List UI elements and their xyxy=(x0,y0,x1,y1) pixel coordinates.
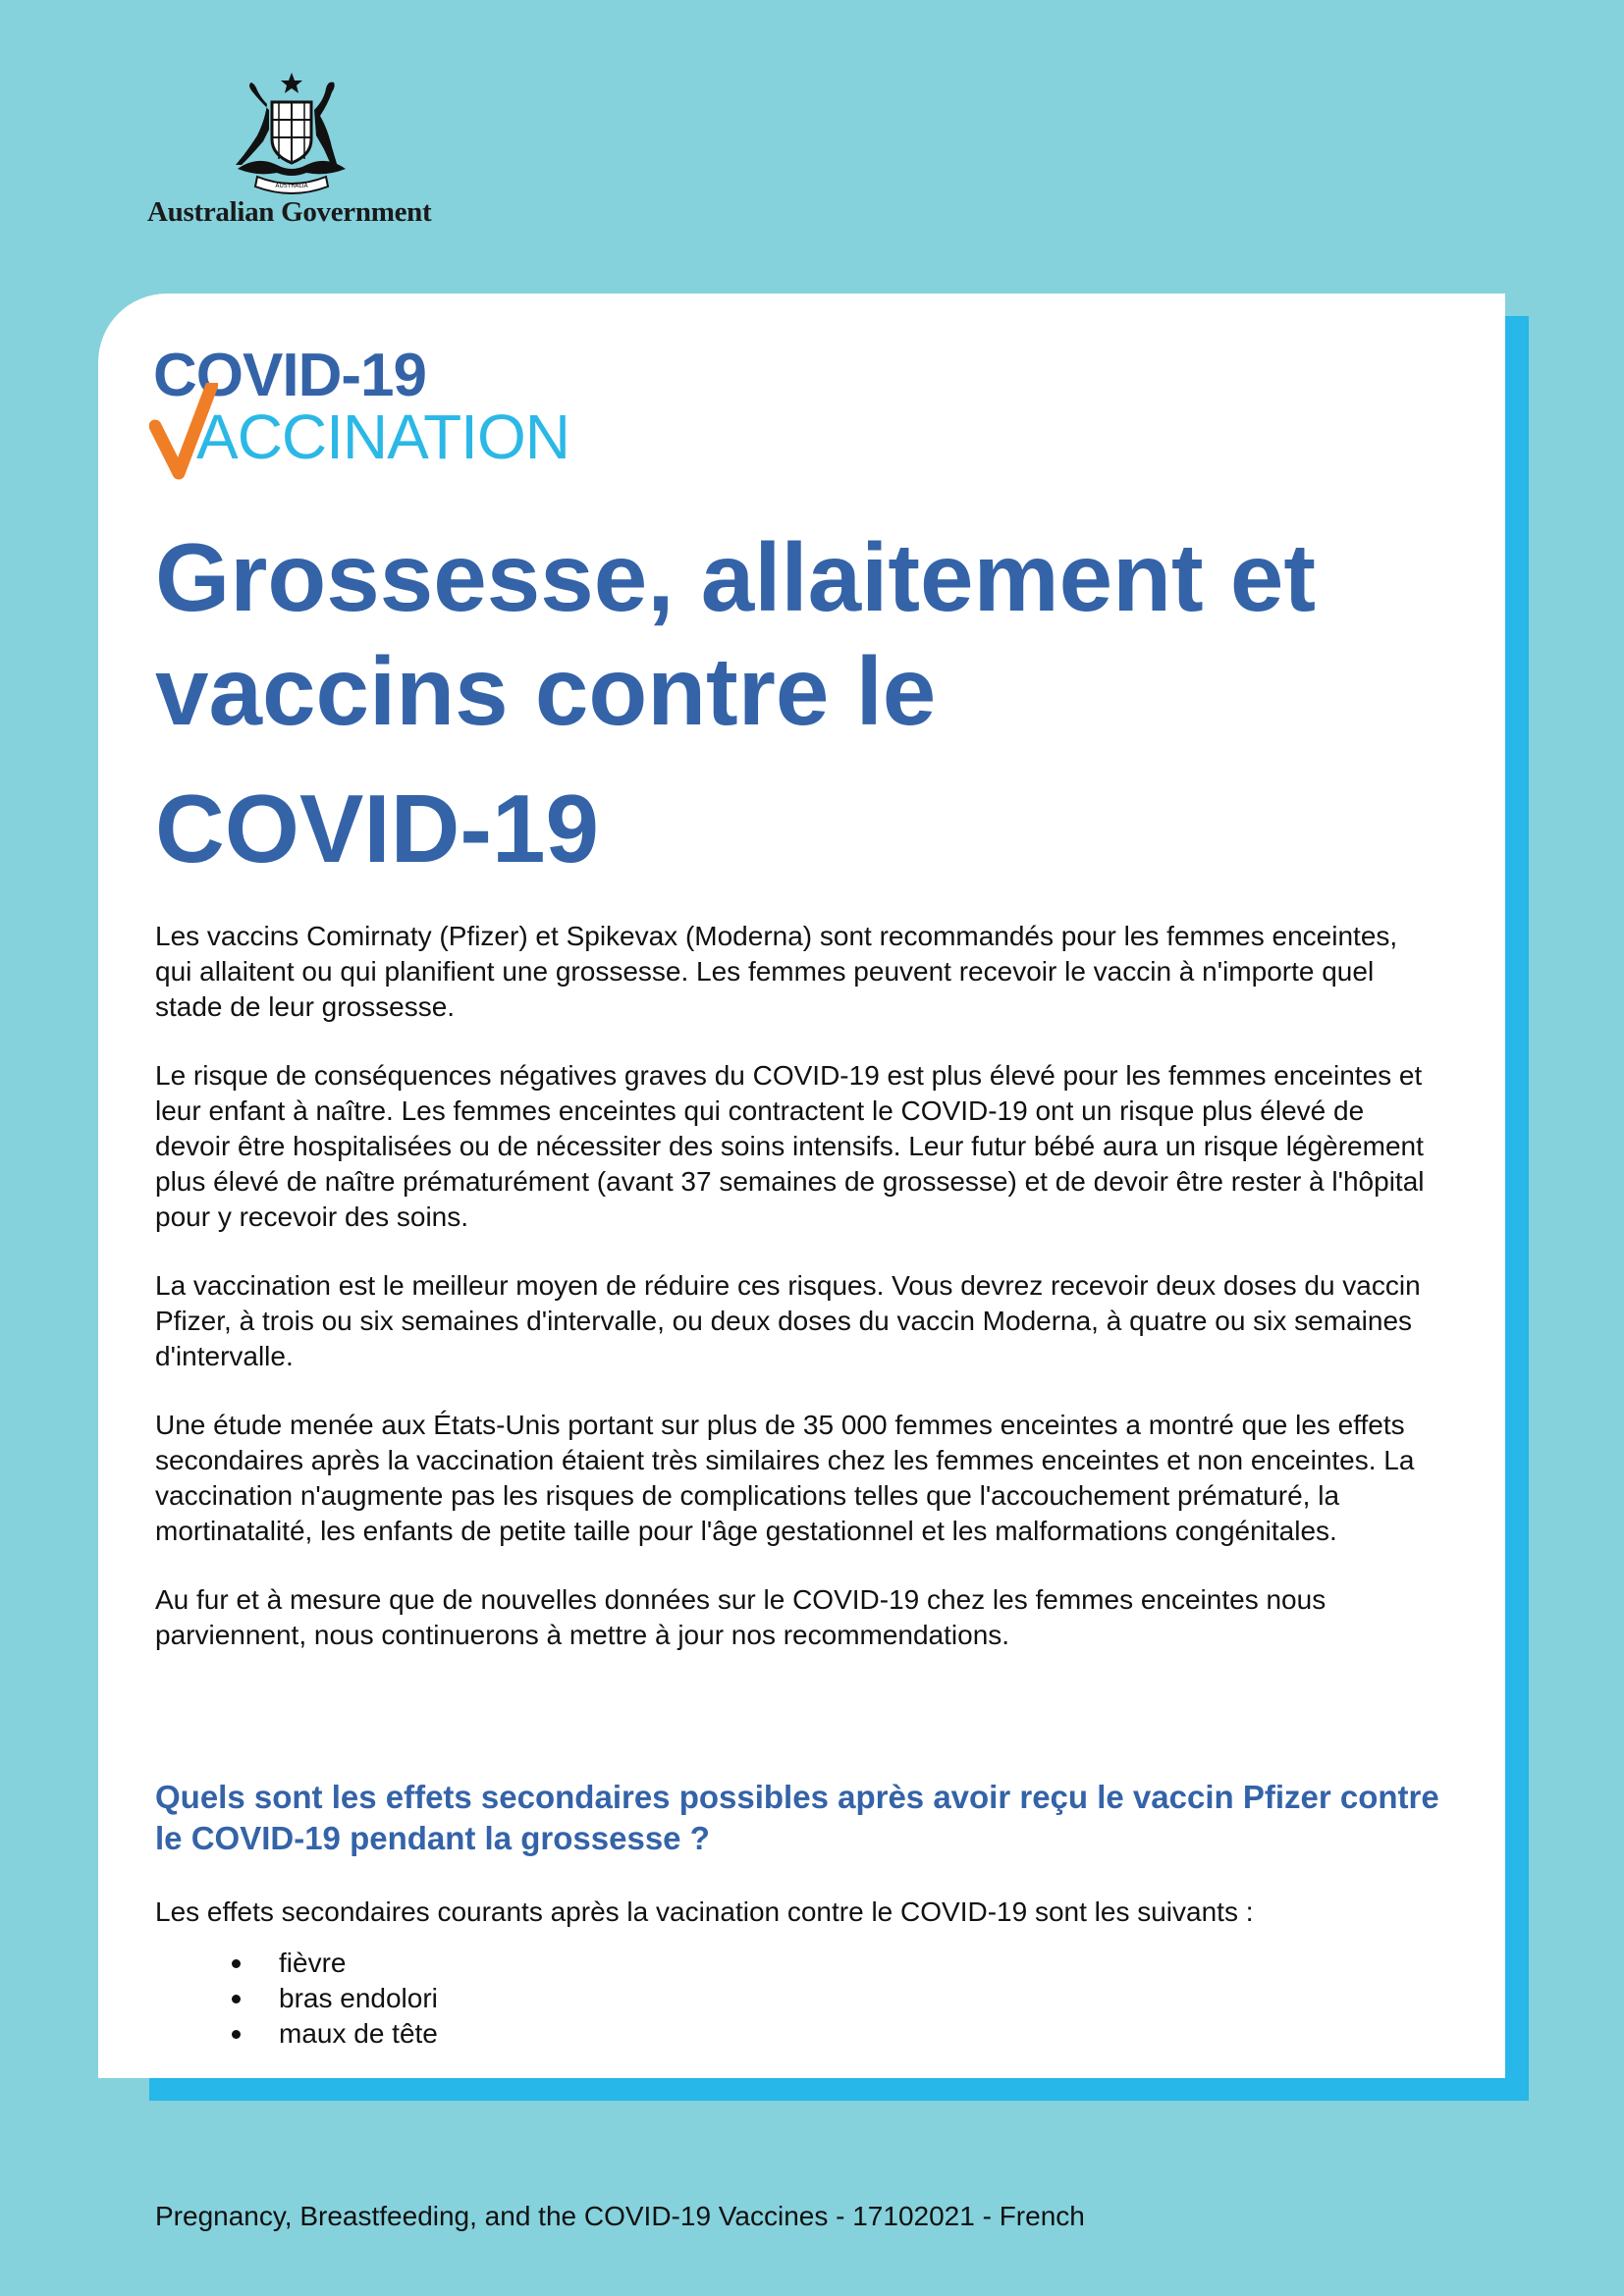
list-item-text: fièvre xyxy=(279,1948,347,1978)
title-line-1: Grossesse, allaitement et xyxy=(155,523,1317,631)
section-intro: Les effets secondaires courants après la vacination contre le COVID-19 sont les suivants : xyxy=(155,1896,1254,1927)
paragraph: Au fur et à mesure que de nouvelles données sur le COVID-19 chez les femmes enceintes nous parviennent, nous continuerons à mettre à jour nos recommendations. xyxy=(155,1584,1326,1650)
paragraph: Le risque de conséquences négatives graves du COVID-19 est plus élevé pour les femmes enceintes et leur enfant à naître. Les femmes enceintes qui contractent le COVID-19 ont un risque plus élevé de devoir être hospitalisées ou de nécessiter des soins intensifs. Leur futur bébé aura un risque légèrement plus élevé de naître prématurément (avant 37 semaines de grossesse) et de devoir être rester à l'hôpital pour y recevoir des soins. xyxy=(155,1060,1425,1232)
paragraph: Une étude menée aux États-Unis portant sur plus de 35 000 femmes enceintes a montré que les effets secondaires après la vaccination étaient très similaires chez les femmes enceintes et non enceintes. La vaccination n'augmente pas les risques de complications telles que l'accouchement prématuré, la mortinatalité, les enfants de petite taille pour l'âge gestationnel et les malformations congénitales. xyxy=(155,1410,1415,1546)
section-heading: Quels sont les effets secondaires possibles après avoir reçu le vaccin Pfizer contre le COVID-19 pendant la grossesse ? xyxy=(155,1779,1439,1856)
list-item-text: bras endolori xyxy=(279,1983,438,2013)
bullet-icon xyxy=(232,2030,241,2039)
logo-vaccination-text: ACCINATION xyxy=(196,401,569,472)
title-line-2: vaccins contre le xyxy=(155,637,937,745)
footer-text: Pregnancy, Breastfeeding, and the COVID-19 Vaccines - 17102021 - French xyxy=(155,2201,1085,2231)
covid-vaccination-logo xyxy=(153,342,605,473)
australian-coat-of-arms-icon xyxy=(218,71,365,196)
paragraph: La vaccination est le meilleur moyen de réduire ces risques. Vous devrez recevoir deux doses du vaccin Pfizer, à trois ou six semaines d'intervalle, ou deux doses du vaccin Moderna, à quatre ou six semaines d'intervalle. xyxy=(155,1270,1421,1371)
paragraph: Les vaccins Comirnaty (Pfizer) et Spikevax (Moderna) sont recommandés pour les femmes enceintes, qui allaitent ou qui planifient une grossesse. Les femmes peuvent recevoir le vaccin à n'importe quel stade de leur grossesse. xyxy=(155,921,1398,1022)
page-title xyxy=(155,520,1471,885)
title-line-3: COVID-19 xyxy=(155,774,600,882)
bullet-icon xyxy=(232,1995,241,2003)
body-text xyxy=(155,919,1441,1686)
logo-covid-text: COVID-19 xyxy=(153,342,426,409)
list-item-text: maux de tête xyxy=(279,2018,438,2049)
bullet-icon xyxy=(232,1959,241,1968)
list-item xyxy=(155,1946,941,1981)
government-name: Australian Government xyxy=(147,196,432,228)
svg-text:AUSTRALIA: AUSTRALIA xyxy=(275,183,308,189)
government-header xyxy=(147,71,452,238)
side-effects-list xyxy=(155,1946,941,2052)
list-item xyxy=(155,2016,941,2052)
list-item xyxy=(155,1981,941,2016)
